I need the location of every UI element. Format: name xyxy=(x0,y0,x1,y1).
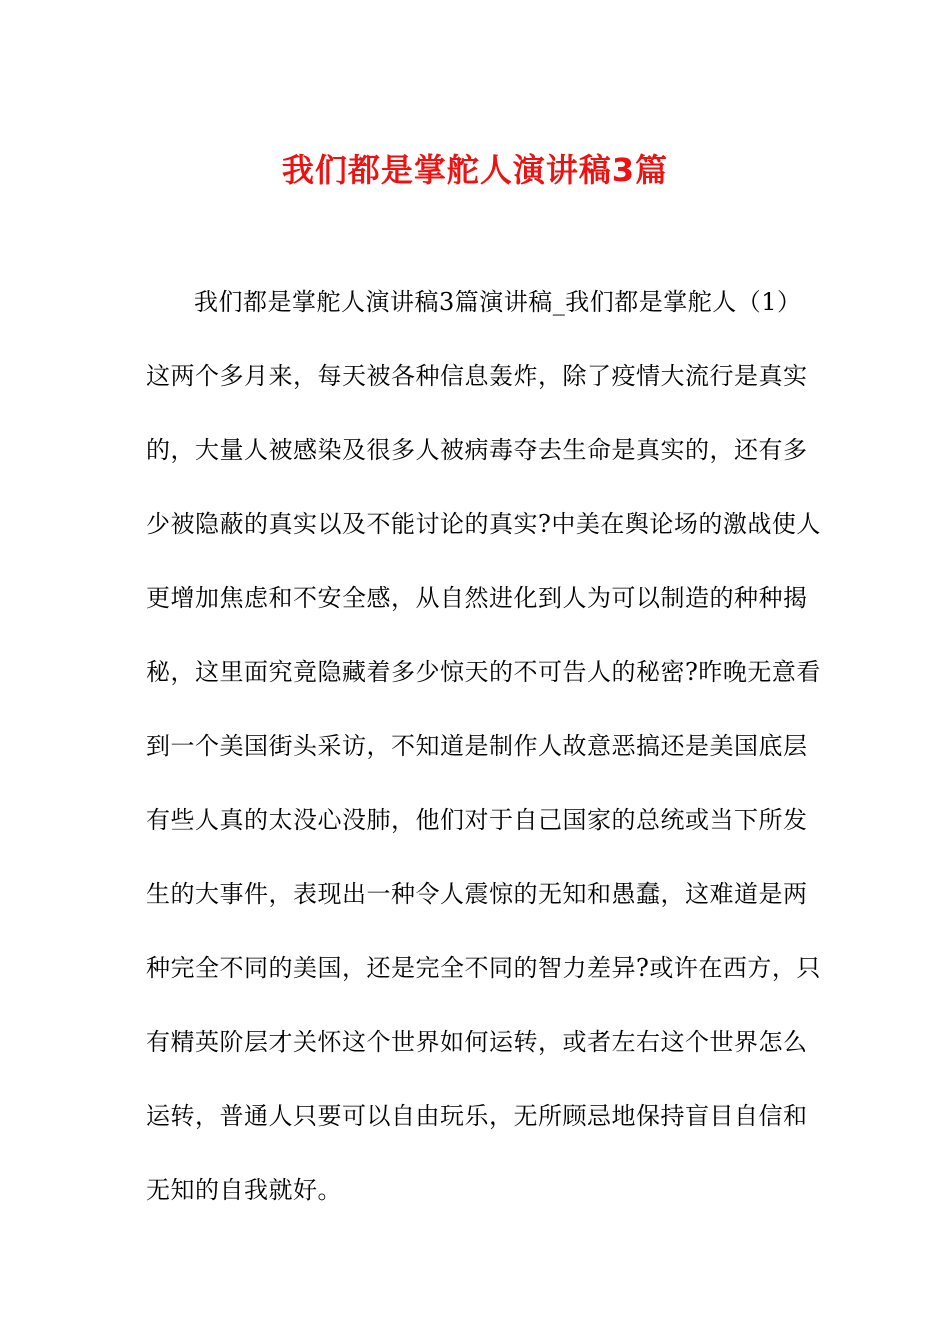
body-line-11: 运转，普通人只要可以自由玩乐，无所顾忌地保持盲目自信和 xyxy=(146,1102,808,1130)
body-line-12: 无知的自我就好。 xyxy=(146,1176,342,1204)
body-line-8: 生的大事件，表现出一种令人震惊的无知和愚蠢，这难道是两 xyxy=(146,880,808,908)
body-line-6: 到一个美国街头采访，不知道是制作人故意恶搞还是美国底层 xyxy=(146,732,808,760)
document-title: 我们都是掌舵人演讲稿3篇 xyxy=(281,151,669,189)
body-line-3: 少被隐蔽的真实以及不能讨论的真实?中美在舆论场的激战使人 xyxy=(146,510,821,538)
body-line-5: 秘，这里面究竟隐藏着多少惊天的不可告人的秘密?昨晚无意看 xyxy=(146,658,821,686)
body-line-10: 有精英阶层才关怀这个世界如何运转，或者左右这个世界怎么 xyxy=(146,1028,808,1056)
body-line-1: 这两个多月来，每天被各种信息轰炸，除了疫情大流行是真实 xyxy=(146,362,808,390)
subtitle-line: 我们都是掌舵人演讲稿3篇演讲稿_我们都是掌舵人（1） xyxy=(194,288,802,316)
body-line-9: 种完全不同的美国，还是完全不同的智力差异?或许在西方，只 xyxy=(146,954,821,982)
body-line-2: 的，大量人被感染及很多人被病毒夺去生命是真实的，还有多 xyxy=(146,436,808,464)
body-line-7: 有些人真的太没心没肺，他们对于自己国家的总统或当下所发 xyxy=(146,806,808,834)
body-line-4: 更增加焦虑和不安全感，从自然进化到人为可以制造的种种揭 xyxy=(146,584,808,612)
